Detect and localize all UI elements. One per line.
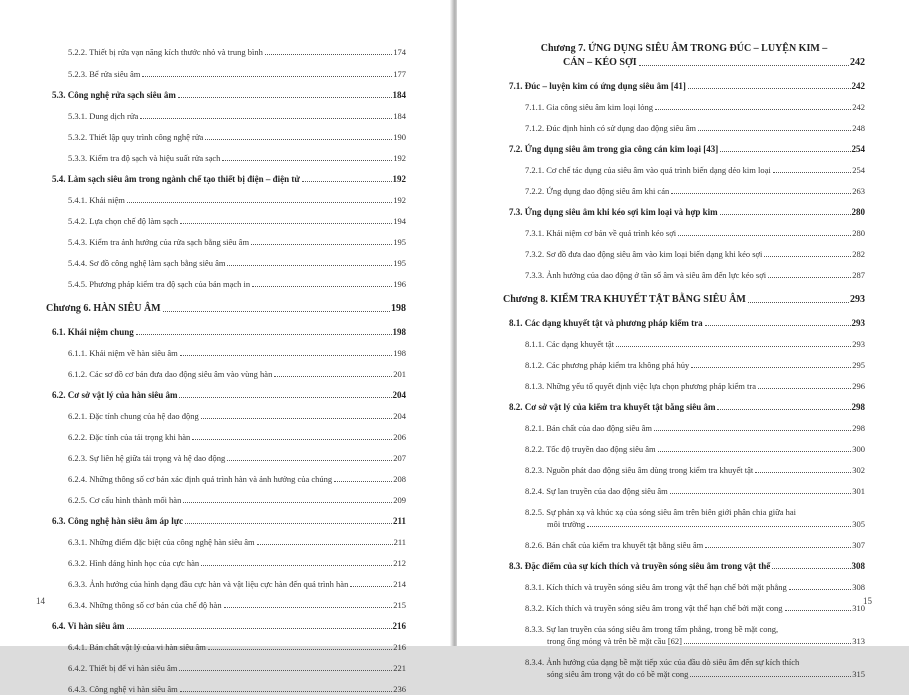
toc-entry: 6.2.1. Đặc tính chung của hệ dao động 204 <box>68 411 406 421</box>
toc-section: 6.2. Cơ sở vật lý của hàn siêu âm 204 <box>52 390 406 400</box>
toc-entry: 8.2.1. Bản chất của dao động siêu âm 298 <box>525 423 865 433</box>
toc-section: 7.1. Đúc – luyện kim có ứng dụng siêu âm [41] 242 <box>509 81 865 91</box>
toc-section: 6.4. Vi hàn siêu âm 216 <box>52 621 406 631</box>
toc-entry: 5.4.5. Phương pháp kiểm tra độ sạch của bản mạch in 196 <box>68 279 406 289</box>
right-page <box>457 0 909 679</box>
toc-entry: 8.2.6. Bản chất của kiểm tra khuyết tật bằng siêu âm 307 <box>525 540 865 550</box>
toc-entry: 6.2.3. Sự liên hệ giữa tải trọng và hệ dao động 207 <box>68 453 406 463</box>
toc-entry: 7.2.2. Ứng dụng dao động siêu âm khi cán 263 <box>525 186 865 196</box>
toc-section: 7.3. Ứng dụng siêu âm khi kéo sợi kim loại và hợp kim 280 <box>509 207 865 217</box>
toc-chapter: Chương 8. KIỂM TRA KHUYẾT TẬT BẰNG SIÊU ÂM 293 <box>503 294 865 305</box>
toc-entry: 8.2.5. Sự phản xạ và khúc xạ của sóng siêu âm trên biên giới phân chia giữa hai <box>525 507 796 517</box>
toc-entry: 8.3.1. Kích thích và truyền sóng siêu âm trong vật thể hạn chế bởi mặt phẳng 308 <box>525 582 865 592</box>
toc-entry: 8.1.3. Những yếu tố quyết định việc lựa chọn phương pháp kiểm tra 296 <box>525 381 865 391</box>
toc-entry: 6.3.2. Hình dáng hình học của cực hàn 212 <box>68 558 406 568</box>
toc-entry: 6.3.1. Những điểm đặc biệt của công nghệ hàn siêu âm 211 <box>68 537 406 547</box>
toc-right <box>503 42 865 680</box>
toc-entry: 5.3.1. Dung dịch rửa 184 <box>68 111 406 121</box>
toc-entry: 5.2.2. Thiết bị rửa vạn năng kích thước nhỏ và trung bình 174 <box>68 47 406 57</box>
toc-entry: 6.1.1. Khái niệm về hàn siêu âm 198 <box>68 348 406 358</box>
toc-entry: 7.3.1. Khái niệm cơ bản về quá trình kéo sợi 280 <box>525 228 865 238</box>
toc-entry: 8.2.3. Nguồn phát dao động siêu âm dùng trong kiểm tra khuyết tật 302 <box>525 465 865 475</box>
toc-section: 7.2. Ứng dụng siêu âm trong gia công cán kim loại [43] 254 <box>509 144 865 154</box>
toc-entry-continuation: môi trường 305 <box>547 519 865 529</box>
toc-entry: 6.1.2. Các sơ đồ cơ bản đưa dao động siêu âm vào vùng hàn 201 <box>68 369 406 379</box>
toc-entry: 6.2.4. Những thông số cơ bản xác định quá trình hàn và ảnh hưởng của chúng 208 <box>68 474 406 484</box>
toc-entry: 8.1.2. Các phương pháp kiểm tra không phá hủy 295 <box>525 360 865 370</box>
toc-entry: 6.4.2. Thiết bị để vi hàn siêu âm 221 <box>68 663 406 673</box>
toc-entry: 8.2.4. Sự lan truyền của dao động siêu âm 301 <box>525 486 865 496</box>
toc-entry: 6.2.5. Cơ cấu hình thành mối hàn 209 <box>68 495 406 505</box>
toc-chapter: CÁN – KÉO SỢI 242 <box>563 57 865 68</box>
toc-entry: 7.1.2. Đúc định hình có sử dụng dao động siêu âm 248 <box>525 123 865 133</box>
toc-entry: 6.4.1. Bản chất vật lý của vi hàn siêu âm 216 <box>68 642 406 652</box>
toc-entry: 5.4.1. Khái niệm 192 <box>68 195 406 205</box>
toc-entry: 7.2.1. Cơ chế tác dụng của siêu âm vào quá trình biến dạng dẻo kim loại 254 <box>525 165 865 175</box>
toc-entry: 6.4.3. Công nghệ vi hàn siêu âm 236 <box>68 684 406 694</box>
toc-entry-continuation: trong ống mỏng và trên bề mặt cầu [62] 313 <box>547 636 865 646</box>
toc-entry: 7.1.1. Gia công siêu âm kim loại lỏng 242 <box>525 102 865 112</box>
toc-section: 6.3. Công nghệ hàn siêu âm áp lực 211 <box>52 516 406 526</box>
toc-left <box>46 42 406 695</box>
toc-entry: 8.2.2. Tốc độ truyền dao động siêu âm 300 <box>525 444 865 454</box>
toc-entry: 6.2.2. Đặc tính của tải trọng khi hàn 206 <box>68 432 406 442</box>
page-number: 14 <box>36 596 45 606</box>
toc-section: 8.1. Các dạng khuyết tật và phương pháp kiểm tra 293 <box>509 318 865 328</box>
toc-entry: 5.4.4. Sơ đồ công nghệ làm sạch bằng siêu âm 195 <box>68 258 406 268</box>
toc-section: 5.3. Công nghệ rửa sạch siêu âm 184 <box>52 90 406 100</box>
toc-section: 8.3. Đặc điểm của sự kích thích và truyền sóng siêu âm trong vật thể 308 <box>509 561 865 571</box>
toc-section: 5.4. Làm sạch siêu âm trong ngành chế tạo thiết bị điện – điện tử 192 <box>52 174 406 184</box>
toc-entry: 5.3.3. Kiểm tra độ sạch và hiệu suất rửa sạch 192 <box>68 153 406 163</box>
toc-section: 6.1. Khái niệm chung 198 <box>52 327 406 337</box>
toc-entry: 6.3.3. Ảnh hưởng của hình dạng đầu cực hàn và vật liệu cực hàn đến quá trình hàn 214 <box>68 579 406 589</box>
toc-chapter-title: Chương 7. ỨNG DỤNG SIÊU ÂM TRONG ĐÚC – LUYỆN KIM – <box>540 43 828 54</box>
toc-entry: 8.3.4. Ảnh hưởng của dạng bề mặt tiếp xúc của đầu dò siêu âm đến sự kích thích <box>525 657 800 667</box>
toc-entry: 6.3.4. Những thông số cơ bản của chế độ hàn 215 <box>68 600 406 610</box>
toc-entry: 5.4.2. Lựa chọn chế độ làm sạch 194 <box>68 216 406 226</box>
toc-entry: 5.3.2. Thiết lập quy trình công nghệ rửa 190 <box>68 132 406 142</box>
toc-entry: 5.4.3. Kiểm tra ảnh hưởng của rửa sạch bằng siêu âm 195 <box>68 237 406 247</box>
toc-entry: 8.3.3. Sự lan truyền của sóng siêu âm trong tấm phẳng, trong bề mặt cong, <box>525 624 779 634</box>
toc-entry: 8.1.1. Các dạng khuyết tật 293 <box>525 339 865 349</box>
toc-entry: 5.2.3. Bể rửa siêu âm 177 <box>68 69 406 79</box>
toc-entry: 8.3.2. Kích thích và truyền sóng siêu âm trong vật thể hạn chế bởi mặt cong 310 <box>525 603 865 613</box>
left-page <box>0 0 452 694</box>
toc-entry: 7.3.3. Ảnh hưởng của dao động ở tần số âm và siêu âm đến lực kéo sợi 287 <box>525 270 865 280</box>
toc-entry-continuation: sóng siêu âm trong vật do có bề mặt cong 315 <box>547 669 865 679</box>
toc-chapter: Chương 6. HÀN SIÊU ÂM 198 <box>46 303 406 314</box>
toc-section: 8.2. Cơ sở vật lý của kiểm tra khuyết tật bằng siêu âm 298 <box>509 402 865 412</box>
toc-entry: 7.3.2. Sơ đồ đưa dao động siêu âm vào kim loại biến dạng khi kéo sợi 282 <box>525 249 865 259</box>
page-number: 15 <box>863 596 872 606</box>
